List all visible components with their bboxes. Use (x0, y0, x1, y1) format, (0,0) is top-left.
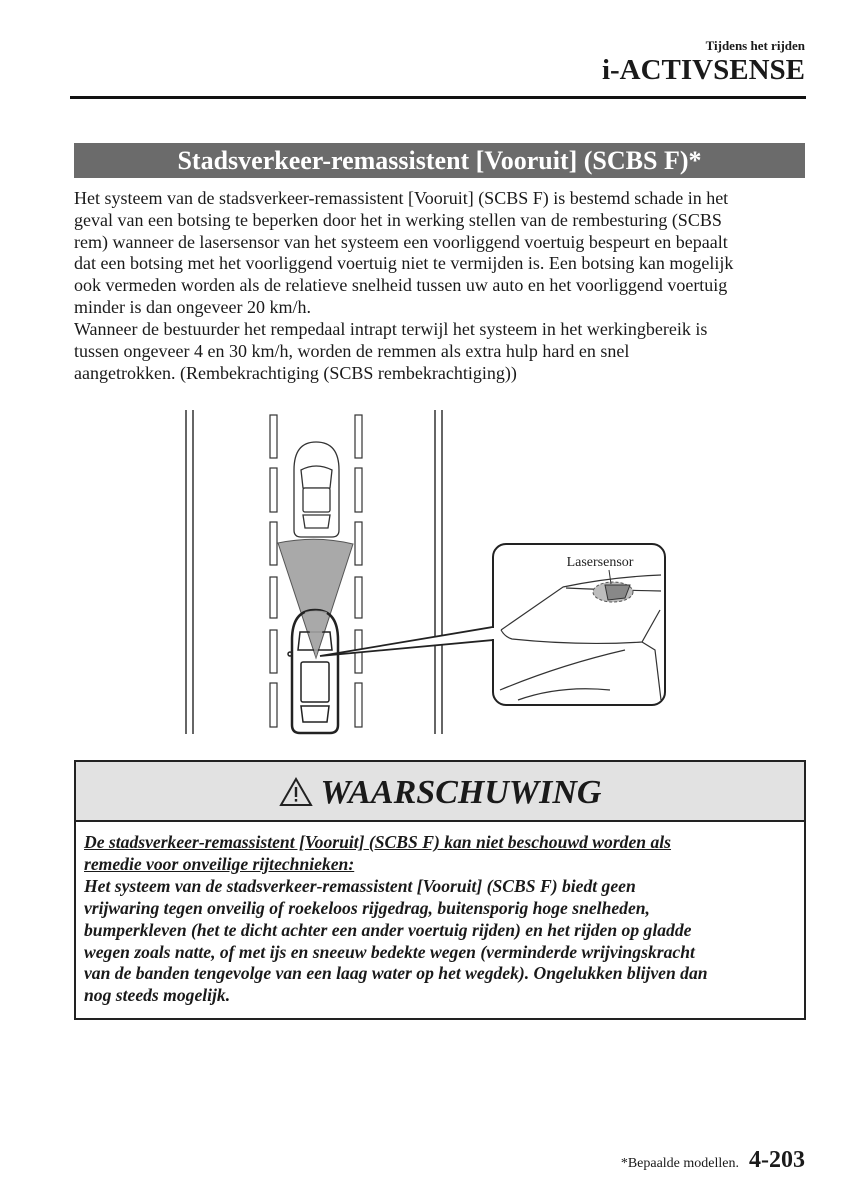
warning-lead-line: remedie voor onveilige rijtechnieken: (84, 853, 355, 874)
text-line: ook vermeden worden als de relatieve snelheid tussen uw auto en het voorliggend voertuig (74, 275, 728, 296)
section-title-text: Stadsverkeer-remassistent [Vooruit] (SCBS F) (177, 146, 689, 175)
running-header-section: Tijdens het rijden (705, 38, 805, 53)
footnote-mark: * (620, 1156, 628, 1171)
page-number: 4-203 (749, 1147, 805, 1173)
page-footer (621, 1147, 805, 1174)
warning-line: van de banden tengevolge van een laag water op het wegdek). Ongelukken blijven dan (84, 963, 708, 984)
footnote-text: Bepaalde modellen. (627, 1156, 739, 1171)
text-line: tussen ongeveer 4 en 30 km/h, worden de remmen als extra hulp hard en snel (74, 340, 630, 361)
text-line: dat een botsing met het voorliggend voertuig niet te vermijden is. Een botsing kan mogelijk (74, 253, 734, 274)
text-line: Wanneer de bestuurder het rempedaal intrapt terwijl het systeem in het werkingbereik is (74, 319, 708, 339)
lasersensor-label: Lasersensor (566, 555, 634, 570)
warning-triangle-icon (279, 777, 313, 807)
running-header-chapter: i-ACTIVSENSE (601, 54, 805, 86)
text-line: rem) wanneer de lasersensor van het systeem een voorliggend voertuig bespeurt en bepaalt (74, 231, 728, 252)
warning-title: WAARSCHUWING (320, 774, 602, 811)
text-line: Het systeem van de stadsverkeer-remassistent [Vooruit] (SCBS F) is bestemd schade in het (74, 188, 729, 208)
warning-line: wegen zoals natte, of met ijs en sneeuw bedekte wegen (verminderde wrijvingskracht (84, 941, 695, 962)
warning-lead-line: De stadsverkeer-remassistent [Vooruit] (SCBS F) kan niet beschouwd worden als (84, 832, 672, 852)
warning-line: Het systeem van de stadsverkeer-remassistent [Vooruit] (SCBS F) biedt geen (84, 875, 636, 896)
footnote (621, 1156, 739, 1171)
text-line: aangetrokken. (Rembekrachtiging (SCBS rembekrachtiging)) (74, 362, 517, 383)
warning-box (74, 760, 806, 1020)
callout-pointer (320, 627, 493, 656)
warning-line: bumperkleven (het te dicht achter een ander voertuig rijden) en het rijden op gladde (84, 919, 692, 940)
warning-body (76, 822, 804, 1007)
asterisk-mark: * (688, 146, 702, 175)
warning-line: nog steeds mogelijk. (84, 985, 231, 1006)
text-line: geval van een botsing te beperken door het in werking stellen van de rembesturing (SCBS (74, 209, 722, 230)
text-line: minder is dan ongeveer 20 km/h. (74, 296, 311, 317)
car-ahead (294, 442, 339, 537)
warning-header (76, 762, 804, 822)
sensor-inset (493, 544, 665, 705)
warning-line: vrijwaring tegen onveilig of roekeloos rijgedrag, buitensporig hoge snelheden, (84, 897, 650, 918)
